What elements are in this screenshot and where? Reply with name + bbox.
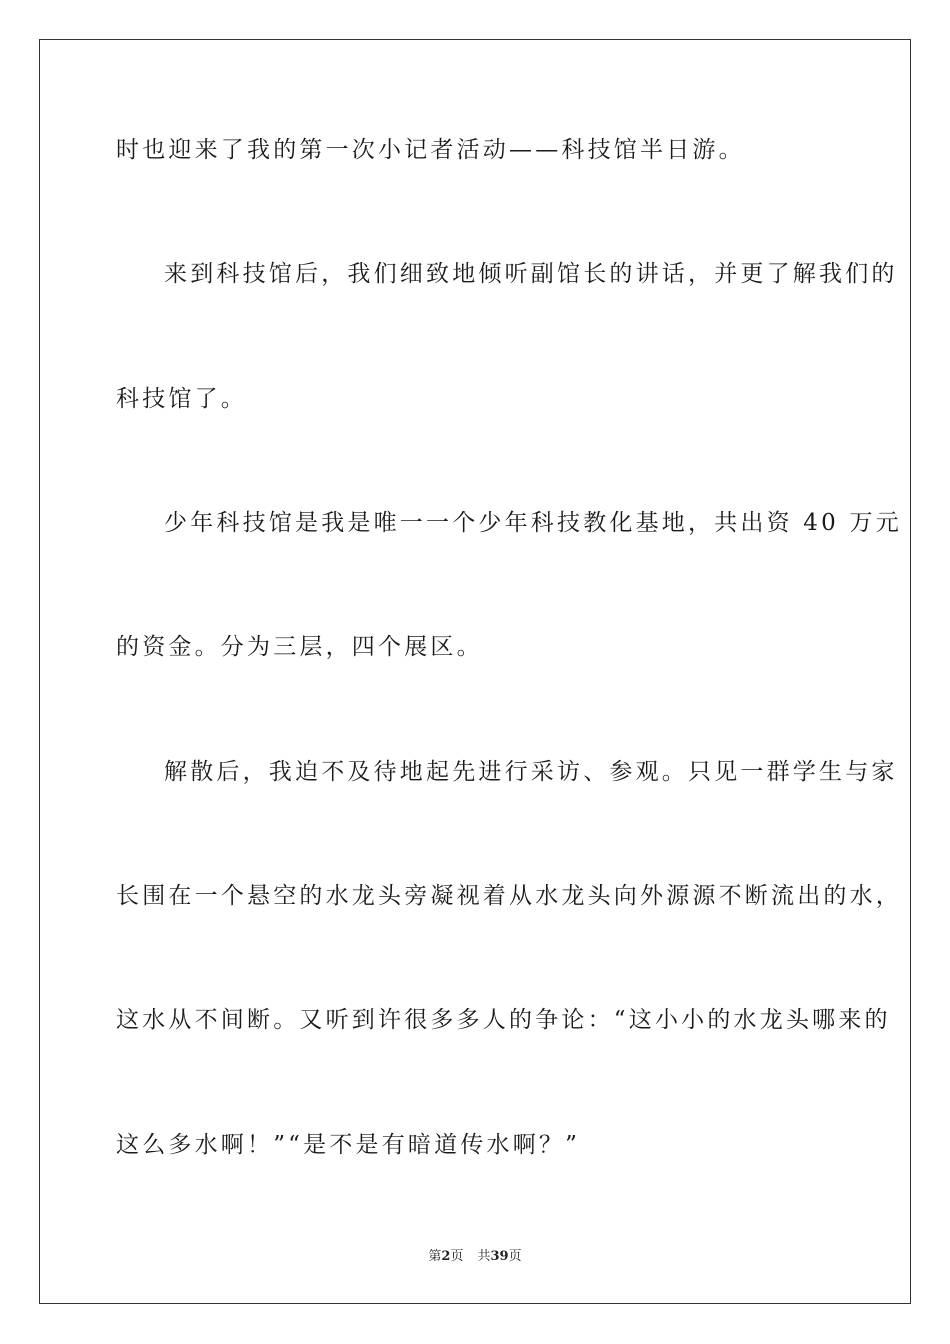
text-line-8: 这水从不间断。又听到许很多多人的争论：“这小小的水龙头哪来的 bbox=[116, 1007, 891, 1033]
page-suffix: 页 bbox=[450, 1249, 464, 1264]
total-suffix: 页 bbox=[508, 1249, 522, 1264]
text-line-3: 科技馆了。 bbox=[116, 386, 247, 412]
page-frame bbox=[39, 39, 911, 1304]
text-line-1: 时也迎来了我的第一次小记者活动——科技馆半日游。 bbox=[116, 137, 745, 163]
text-line-5: 的资金。分为三层，四个展区。 bbox=[116, 634, 483, 660]
total-prefix: 共 bbox=[477, 1249, 491, 1264]
text-line-9: 这么多水啊！”“是不是有暗道传水啊？” bbox=[116, 1132, 581, 1158]
text-line-4: 少年科技馆是我是唯一一个少年科技教化基地，共出资 40 万元 bbox=[164, 510, 902, 536]
page-number: 2 bbox=[441, 1249, 451, 1264]
text-line-6: 解散后，我迫不及待地起先进行采访、参观。只见一群学生与家 bbox=[164, 759, 898, 785]
text-line-7: 长围在一个悬空的水龙头旁凝视着从水龙头向外源源不断流出的水， bbox=[116, 883, 902, 909]
page-prefix: 第 bbox=[428, 1249, 442, 1264]
total-pages: 39 bbox=[490, 1249, 509, 1264]
page-footer bbox=[0, 1248, 950, 1266]
text-line-2: 来到科技馆后，我们细致地倾听副馆长的讲话，并更了解我们的 bbox=[164, 261, 898, 287]
